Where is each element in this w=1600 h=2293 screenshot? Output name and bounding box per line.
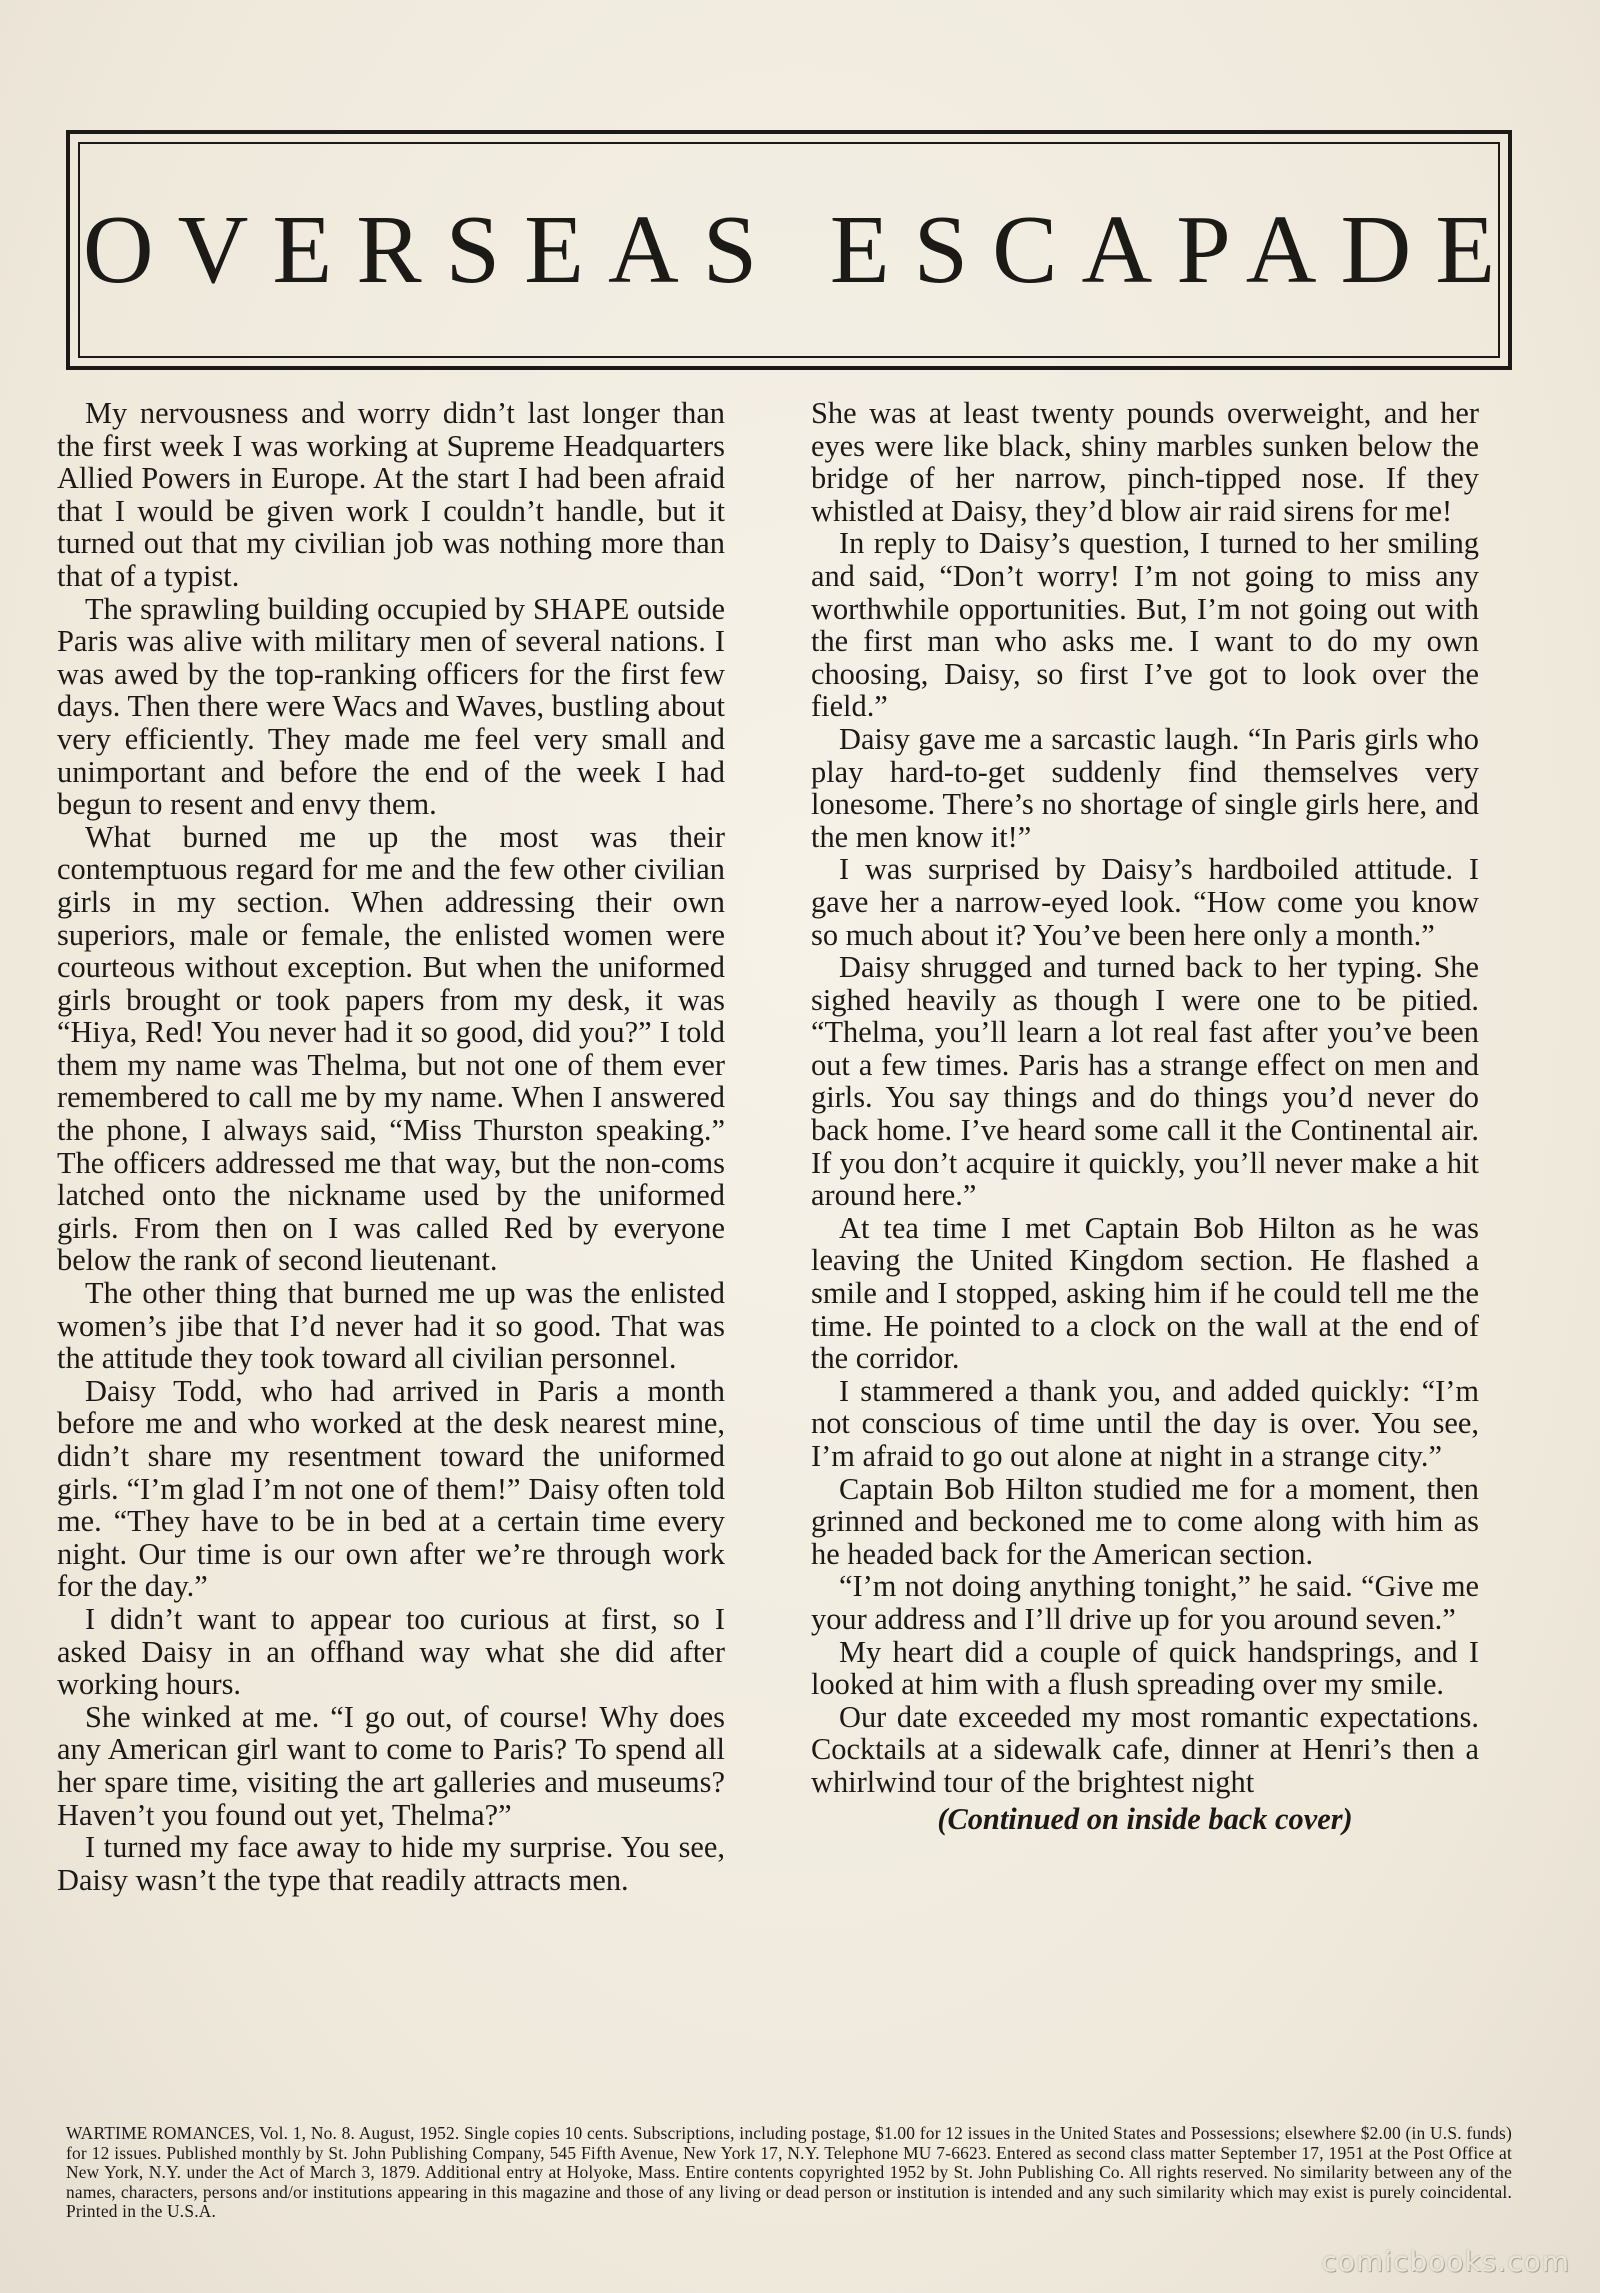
paragraph: Daisy shrugged and turned back to her typing. She sighed heavily as though I were one to be pitied. “Thelma, you’ll learn a lot real fast after you’ve been out a few times. Paris has a strange effect on men and girls. You say things and do things you’d never do back home. I’ve heard some call it the Continental air. If you don’t acquire it quickly, you’ll never make a hit around here.” bbox=[811, 950, 1479, 1213]
paragraph: The sprawling building occupied by SHAPE outside Paris was alive with military men of several nations. I was awed by the top-ranking officers for the first few days. Then there were Wacs and Waves, bustling about very efficiently. They made me feel very small and unimportant and before the end of the week I had begun to resent and envy them. bbox=[57, 591, 725, 822]
paragraph: At tea time I met Captain Bob Hilton as he was leaving the United Kingdom section. He flashed a smile and I stopped, asking him if he could tell me the time. He pointed to a clock on the wall at the end of the corridor. bbox=[811, 1210, 1479, 1376]
publication-indicia: WARTIME ROMANCES, Vol. 1, No. 8. August, 1952. Single copies 10 cents. Subscriptions, including postage, $1.00 for 12 issues in the United States and Possessions; elsewhere $2.00 (in U.S. funds) for 12 issues. Published monthly by St. John Publishing Company, 545 Fifth Avenue, New York 17, N.Y. Telephone MU 7-6623. Entered as second class matter September 17, 1951 at the Post Office at New York, N.Y. under the Act of March 3, 1879. Additional entry at Holyoke, Mass. Entire contents copyrighted 1952 by St. John Publishing Co. All rights reserved. No similarity between any of the names, characters, persons and/or institutions appearing in this magazine and those of any living or dead person or institution is intended and any such similarity which may exist is purely coincidental. Printed in the U.S.A. bbox=[66, 2123, 1512, 2222]
watermark: comicbooks.com bbox=[1321, 2245, 1570, 2278]
continued-note: (Continued on inside back cover) bbox=[937, 1801, 1353, 1836]
paragraph: My nervousness and worry didn’t last longer than the first week I was working at Supreme Headquarters Allied Powers in Europe. At the start I had been afraid that I would be given work I couldn’t handle, but it turned out that my civilian job was nothing more than that of a typist. bbox=[57, 396, 725, 593]
title-frame bbox=[66, 130, 1520, 370]
paragraph: Our date exceeded my most romantic expectations. Cocktails at a sidewalk cafe, dinner at Henri’s then a whirlwind tour of the brightest night bbox=[811, 1699, 1479, 1799]
paragraph: Captain Bob Hilton studied me for a moment, then grinned and beckoned me to come along with him as he headed back for the American section. bbox=[811, 1471, 1479, 1571]
paragraph: “I’m not doing anything tonight,” he said. “Give me your address and I’ll drive up for you around seven.” bbox=[811, 1569, 1479, 1636]
story-title: OVERSEAS ESCAPADE bbox=[82, 196, 1520, 304]
paragraph: I was surprised by Daisy’s hardboiled attitude. I gave her a narrow-eyed look. “How come you know so much about it? You’ve been here only a month.” bbox=[811, 852, 1479, 952]
paragraph: The other thing that burned me up was the enlisted women’s jibe that I’d never had it so good. That was the attitude they took toward all civilian personnel. bbox=[57, 1276, 725, 1376]
title-frame-inner bbox=[78, 142, 1520, 358]
paragraph: In reply to Daisy’s question, I turned to her smiling and said, “Don’t worry! I’m not going to miss any worthwhile opportunities. But, I’m not going out with the first man who asks me. I want to do my own choosing, Daisy, so first I’ve got to look over the field.” bbox=[811, 526, 1479, 724]
paragraph: Daisy Todd, who had arrived in Paris a month before me and who worked at the desk nearest mine, didn’t share my resentment toward the uniformed girls. “I’m glad I’m not one of them!” Daisy often told me. “They have to be in bed at a certain time every night. Our time is our own after we’re through work for the day.” bbox=[57, 1373, 725, 1604]
paragraph: She was at least twenty pounds overweight, and her eyes were like black, shiny marbles sunken below the bridge of her narrow, pinch-tipped nose. If they whistled at Daisy, they’d blow air raid sirens for me! bbox=[811, 396, 1479, 528]
paragraph: I didn’t want to appear too curious at first, so I asked Daisy in an offhand way what she did after working hours. bbox=[57, 1601, 725, 1702]
left-column bbox=[57, 397, 725, 1896]
paragraph: My heart did a couple of quick handsprings, and I looked at him with a flush spreading over my smile. bbox=[811, 1634, 1479, 1702]
paragraph: She winked at me. “I go out, of course! Why does any American girl want to come to Paris? To spend all her spare time, visiting the art galleries and museums? Haven’t you found out yet, Thelma?” bbox=[57, 1699, 725, 1832]
right-column bbox=[811, 397, 1479, 1835]
paragraph: I turned my face away to hide my surprise. You see, Daisy wasn’t the type that readily attracts men. bbox=[57, 1830, 725, 1897]
paragraph: I stammered a thank you, and added quickly: “I’m not conscious of time until the day is over. You see, I’m afraid to go out alone at night in a strange city.” bbox=[811, 1373, 1479, 1473]
paragraph: What burned me up the most was their contemptuous regard for me and the few other civilian girls in my section. When addressing their own superiors, male or female, the enlisted women were courteous without exception. But when the uniformed girls brought or took papers from my desk, it was “Hiya, Red! You never had it so good, did you?” I told them my name was Thelma, but not one of them ever remembered to call me by my name. When I answered the phone, I always said, “Miss Thurston speaking.” The officers addressed me that way, but the non-coms latched onto the nickname used by the uniformed girls. From then on I was called Red by everyone below the rank of second lieutenant. bbox=[57, 819, 725, 1278]
paragraph: Daisy gave me a sarcastic laugh. “In Paris girls who play hard-to-get suddenly find themselves very lonesome. There’s no shortage of single girls here, and the men know it!” bbox=[811, 721, 1479, 854]
